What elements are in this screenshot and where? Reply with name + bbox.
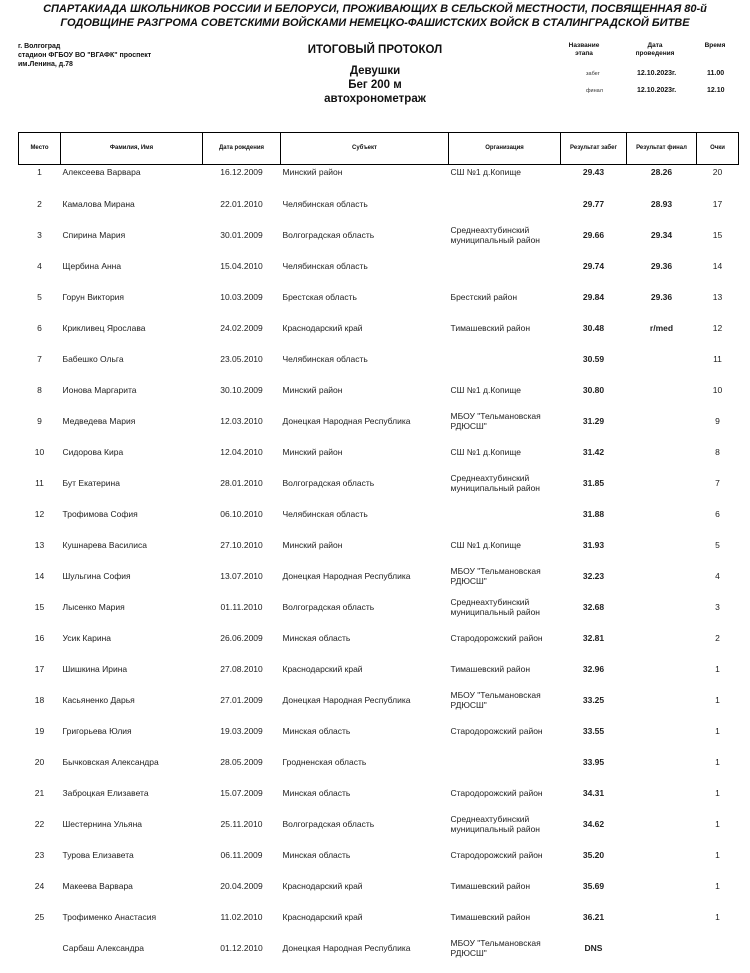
venue-block — [18, 42, 208, 69]
title-line-1: СПАРТАКИАДА ШКОЛЬНИКОВ РОССИИ И БЕЛОРУСИ, ПРОЖИВАЮЩИХ В СЕЛЬСКОЙ МЕСТНОСТИ, ПОСВЯЩЕННАЯ 80-й — [43, 3, 707, 15]
table-row — [19, 747, 739, 778]
cell-subject: Минская область — [282, 633, 351, 643]
cell-org: Стародорожский район — [450, 726, 543, 736]
cell-dob: 13.07.2010 — [220, 571, 263, 581]
cell-dob: 24.02.2009 — [220, 323, 263, 333]
cell-heat-result: 35.20 — [582, 850, 605, 860]
cell-subject: Краснодарский край — [282, 912, 363, 922]
cell-place: 2 — [37, 199, 42, 209]
cell-heat-result: 31.85 — [582, 478, 605, 488]
cell-subject: Волгоградская область — [282, 602, 375, 612]
cell-subject: Волгоградская область — [282, 478, 375, 488]
table-row — [19, 592, 739, 623]
cell-name: Щербина Анна — [62, 261, 122, 271]
cell-place: 8 — [37, 385, 42, 395]
cell-heat-result: 32.68 — [582, 602, 605, 612]
cell-place: 14 — [34, 571, 45, 581]
cell-place: 12 — [34, 509, 45, 519]
cell-heat-result: 31.88 — [582, 509, 605, 519]
cell-points: 12 — [712, 323, 723, 333]
cell-subject: Минский район — [282, 540, 343, 550]
cell-dob: 06.11.2009 — [220, 850, 263, 860]
cell-subject: Гродненская область — [282, 757, 367, 767]
cell-name: Медведева Мария — [62, 416, 136, 426]
cell-name: Григорьева Юлия — [62, 726, 132, 736]
venue-stadium: стадион ФГБОУ ВО "ВГАФК" проспект — [18, 52, 152, 59]
table-row — [19, 375, 739, 406]
cell-dob: 25.11.2010 — [220, 819, 263, 829]
table-row — [19, 902, 739, 933]
col-points: Очки — [697, 133, 739, 165]
stage-heat-name: забег — [586, 71, 600, 77]
cell-dob: 01.11.2010 — [220, 602, 263, 612]
table-row — [19, 468, 739, 499]
cell-points: 13 — [712, 292, 723, 302]
cell-place: 5 — [37, 292, 42, 302]
cell-place: 25 — [34, 912, 45, 922]
cell-dob: 06.10.2010 — [220, 509, 263, 519]
cell-points: 15 — [712, 230, 723, 240]
cell-final-result: 29.34 — [650, 230, 673, 240]
cell-name: Лысенко Мария — [62, 602, 125, 612]
cell-heat-result: 30.48 — [582, 323, 605, 333]
cell-dob: 15.07.2009 — [220, 788, 263, 798]
cell-org — [449, 189, 561, 220]
cell-place: 4 — [37, 261, 42, 271]
cell-subject: Донецкая Народная Республика — [282, 943, 411, 953]
table-row — [19, 716, 739, 747]
cell-final-result — [627, 747, 697, 778]
cell-dob: 26.06.2009 — [220, 633, 263, 643]
cell-name: Шульгина София — [62, 571, 131, 581]
cell-place: 9 — [37, 416, 42, 426]
cell-final-result — [627, 902, 697, 933]
cell-final-result — [627, 623, 697, 654]
table-row — [19, 344, 739, 375]
cell-final-result — [627, 778, 697, 809]
cell-name: Заброцкая Елизавета — [62, 788, 149, 798]
cell-points: 11 — [713, 354, 722, 364]
cell-heat-result: 29.77 — [582, 199, 605, 209]
cell-dob: 12.04.2010 — [220, 447, 263, 457]
col-dob: Дата рождения — [203, 133, 281, 165]
cell-dob: 27.10.2010 — [220, 540, 263, 550]
cell-place: 23 — [34, 850, 45, 860]
cell-points — [697, 933, 739, 964]
cell-name: Спирина Мария — [62, 230, 126, 240]
cell-points: 1 — [715, 757, 720, 767]
cell-heat-result: 32.23 — [582, 571, 605, 581]
cell-final-result — [627, 375, 697, 406]
cell-final-result — [627, 592, 697, 623]
cell-subject: Минская область — [282, 726, 351, 736]
title-line-2: ГОДОВЩИНЕ РАЗГРОМА СОВЕТСКИМИ ВОЙСКАМИ НЕМЕЦКО-ФАШИСТСКИХ ВОЙСК В СТАЛИНГРАДСКОЙ БИТВЕ — [60, 17, 690, 29]
cell-subject: Минская область — [282, 788, 351, 798]
cell-points: 9 — [715, 416, 720, 426]
cell-dob: 28.01.2010 — [220, 478, 263, 488]
cell-final-result: 28.93 — [650, 199, 673, 209]
table-row — [19, 654, 739, 685]
cell-org: МБОУ "Тельмановская РДЮСШ" — [450, 566, 541, 586]
cell-place — [19, 933, 61, 964]
cell-place: 20 — [34, 757, 45, 767]
col-final: Результат финал — [627, 133, 697, 165]
cell-heat-result: 32.81 — [582, 633, 605, 643]
cell-heat-result: DNS — [584, 943, 603, 953]
cell-dob: 27.08.2010 — [220, 664, 263, 674]
cell-final-result — [627, 406, 697, 437]
protocol-category: Девушки — [349, 65, 401, 77]
protocol-event: Бег 200 м — [348, 79, 402, 91]
table-row — [19, 282, 739, 313]
cell-points: 20 — [712, 167, 723, 177]
cell-name: Бут Екатерина — [62, 478, 120, 488]
cell-subject: Минская область — [282, 850, 351, 860]
cell-final-result — [627, 530, 697, 561]
cell-heat-result: 36.21 — [582, 912, 605, 922]
cell-name: Бабешко Ольга — [62, 354, 124, 364]
cell-dob: 30.10.2009 — [220, 385, 263, 395]
cell-org: Стародорожский район — [450, 633, 543, 643]
cell-heat-result: 29.84 — [582, 292, 605, 302]
cell-points: 8 — [715, 447, 720, 457]
cell-points: 17 — [712, 199, 723, 209]
cell-subject: Минский район — [282, 167, 343, 177]
document-title — [0, 2, 750, 30]
cell-org: МБОУ "Тельмановская РДЮСШ" — [450, 690, 541, 710]
stage-heat-date: 12.10.2023г. — [637, 70, 677, 77]
cell-final-result — [627, 499, 697, 530]
cell-heat-result: 35.69 — [582, 881, 605, 891]
cell-points: 1 — [715, 881, 720, 891]
stage-heat-time: 11.00 — [707, 70, 725, 77]
cell-heat-result: 34.62 — [582, 819, 605, 829]
cell-subject: Брестская область — [282, 292, 357, 302]
col-subject: Субъект — [281, 133, 449, 165]
cell-final-result: 29.36 — [650, 292, 673, 302]
cell-place: 11 — [35, 478, 44, 488]
stage-col-name: Название этапа — [568, 42, 600, 57]
col-place: Место — [19, 133, 61, 165]
table-row — [19, 406, 739, 437]
protocol-heading — [260, 43, 490, 106]
cell-heat-result: 30.59 — [582, 354, 605, 364]
cell-org: Тимашевский район — [450, 881, 531, 891]
cell-org — [449, 344, 561, 375]
results-table — [18, 132, 739, 964]
cell-place: 19 — [34, 726, 45, 736]
cell-name: Трофимова София — [62, 509, 138, 519]
cell-heat-result: 34.31 — [582, 788, 605, 798]
stage-final-time: 12.10 — [707, 87, 725, 94]
cell-dob: 01.12.2010 — [220, 943, 263, 953]
cell-org — [449, 251, 561, 282]
table-row — [19, 809, 739, 840]
cell-subject: Краснодарский край — [282, 323, 363, 333]
cell-final-result: 29.36 — [650, 261, 673, 271]
cell-heat-result: 29.43 — [582, 167, 605, 177]
cell-org: СШ №1 д.Копище — [450, 167, 521, 177]
cell-points: 4 — [715, 571, 720, 581]
cell-dob: 12.03.2010 — [220, 416, 263, 426]
cell-org: Среднеахтубинский муниципальный район — [450, 597, 541, 617]
table-row — [19, 623, 739, 654]
cell-place: 1 — [37, 167, 42, 177]
col-heat: Результат забег — [561, 133, 627, 165]
cell-subject: Челябинская область — [282, 354, 368, 364]
cell-dob: 15.04.2010 — [220, 261, 263, 271]
cell-points: 7 — [715, 478, 720, 488]
table-row — [19, 313, 739, 344]
cell-dob: 30.01.2009 — [220, 230, 263, 240]
cell-name: Ионова Маргарита — [62, 385, 137, 395]
cell-points: 1 — [715, 695, 720, 705]
cell-final-result — [627, 933, 697, 964]
table-row — [19, 499, 739, 530]
cell-name: Бычковская Александра — [62, 757, 159, 767]
table-row — [19, 685, 739, 716]
cell-heat-result: 33.95 — [582, 757, 605, 767]
cell-name: Шишкина Ирина — [62, 664, 128, 674]
cell-name: Сарбаш Александра — [62, 943, 145, 953]
cell-heat-result: 29.74 — [582, 261, 605, 271]
cell-place: 15 — [34, 602, 45, 612]
cell-dob: 10.03.2009 — [220, 292, 263, 302]
cell-subject: Донецкая Народная Республика — [282, 571, 411, 581]
cell-org: Среднеахтубинский муниципальный район — [450, 225, 541, 245]
stage-final-date: 12.10.2023г. — [637, 87, 677, 94]
table-row — [19, 189, 739, 220]
cell-org: Среднеахтубинский муниципальный район — [450, 814, 541, 834]
table-row — [19, 165, 739, 189]
cell-place: 24 — [34, 881, 45, 891]
cell-points: 1 — [715, 819, 720, 829]
cell-subject: Минский район — [282, 385, 343, 395]
cell-points: 6 — [715, 509, 720, 519]
cell-org: МБОУ "Тельмановская РДЮСШ" — [450, 938, 541, 958]
col-name: Фамилия, Имя — [61, 133, 203, 165]
cell-place: 18 — [34, 695, 45, 705]
cell-heat-result: 31.42 — [582, 447, 605, 457]
table-row — [19, 437, 739, 468]
cell-subject: Волгоградская область — [282, 230, 375, 240]
cell-points: 2 — [715, 633, 720, 643]
table-row — [19, 220, 739, 251]
cell-final-result — [627, 561, 697, 592]
table-row — [19, 840, 739, 871]
cell-final-result: r/med — [649, 323, 674, 333]
cell-name: Усик Карина — [62, 633, 111, 643]
cell-dob: 11.02.2010 — [220, 912, 263, 922]
cell-name: Трофименко Анастасия — [62, 912, 157, 922]
cell-org: Брестский район — [450, 292, 518, 302]
cell-heat-result: 29.66 — [582, 230, 605, 240]
cell-org: Среднеахтубинский муниципальный район — [450, 473, 541, 493]
cell-final-result — [627, 344, 697, 375]
cell-final-result — [627, 685, 697, 716]
cell-points: 1 — [715, 912, 720, 922]
cell-name: Камалова Мирана — [62, 199, 135, 209]
venue-address: им.Ленина, д.78 — [18, 61, 73, 68]
cell-subject: Краснодарский край — [282, 664, 363, 674]
cell-name: Крикливец Ярослава — [62, 323, 146, 333]
cell-final-result — [627, 468, 697, 499]
table-row — [19, 561, 739, 592]
cell-points: 10 — [712, 385, 723, 395]
cell-heat-result: 31.29 — [582, 416, 605, 426]
cell-dob: 20.04.2009 — [220, 881, 263, 891]
cell-heat-result: 30.80 — [582, 385, 605, 395]
protocol-title: ИТОГОВЫЙ ПРОТОКОЛ — [307, 44, 443, 56]
cell-org: Стародорожский район — [450, 788, 543, 798]
cell-place: 16 — [34, 633, 45, 643]
cell-final-result — [627, 716, 697, 747]
cell-org: Тимашевский район — [450, 912, 531, 922]
cell-name: Касьяненко Дарья — [62, 695, 135, 705]
stage-final-name: финал — [586, 88, 603, 94]
cell-name: Макеева Варвара — [62, 881, 133, 891]
table-row — [19, 871, 739, 902]
protocol-timing: автохронометраж — [324, 93, 426, 105]
cell-points: 14 — [712, 261, 723, 271]
venue-city: г. Волгоград — [18, 43, 61, 50]
cell-org: СШ №1 д.Копище — [450, 447, 521, 457]
cell-subject: Волгоградская область — [282, 819, 375, 829]
cell-place: 21 — [34, 788, 45, 798]
cell-heat-result: 33.55 — [582, 726, 605, 736]
table-row — [19, 933, 739, 964]
cell-org: СШ №1 д.Копище — [450, 540, 521, 550]
table-row — [19, 778, 739, 809]
cell-heat-result: 31.93 — [582, 540, 605, 550]
cell-dob: 28.05.2009 — [220, 757, 263, 767]
stage-col-date: Дата проведения — [635, 42, 675, 57]
cell-dob: 16.12.2009 — [220, 167, 263, 177]
cell-name: Турова Елизавета — [62, 850, 134, 860]
cell-points: 1 — [715, 850, 720, 860]
cell-final-result — [627, 654, 697, 685]
cell-subject: Донецкая Народная Республика — [282, 416, 411, 426]
cell-place: 6 — [37, 323, 42, 333]
table-row — [19, 530, 739, 561]
cell-org: СШ №1 д.Копище — [450, 385, 521, 395]
cell-final-result — [627, 437, 697, 468]
cell-place: 10 — [34, 447, 45, 457]
cell-final-result — [627, 809, 697, 840]
cell-place: 3 — [37, 230, 42, 240]
cell-heat-result: 32.96 — [582, 664, 605, 674]
col-org: Организация — [449, 133, 561, 165]
cell-final-result — [627, 871, 697, 902]
cell-name: Кушнарева Василиса — [62, 540, 147, 550]
cell-dob: 22.01.2010 — [220, 199, 263, 209]
cell-dob: 19.03.2009 — [220, 726, 263, 736]
cell-subject: Челябинская область — [282, 509, 368, 519]
cell-heat-result: 33.25 — [582, 695, 605, 705]
cell-org: МБОУ "Тельмановская РДЮСШ" — [450, 411, 541, 431]
cell-points: 1 — [715, 726, 720, 736]
cell-points: 3 — [715, 602, 720, 612]
cell-subject: Челябинская область — [282, 199, 368, 209]
cell-subject: Краснодарский край — [282, 881, 363, 891]
cell-place: 7 — [37, 354, 42, 364]
cell-final-result — [627, 840, 697, 871]
cell-points: 1 — [715, 664, 720, 674]
cell-org: Стародорожский район — [450, 850, 543, 860]
cell-place: 22 — [34, 819, 45, 829]
cell-org: Тимашевский район — [450, 323, 531, 333]
cell-name: Горун Виктория — [62, 292, 125, 302]
cell-name: Шестернина Ульяна — [62, 819, 142, 829]
cell-name: Алексеева Варвара — [62, 167, 141, 177]
cell-org: Тимашевский район — [450, 664, 531, 674]
cell-points: 1 — [715, 788, 720, 798]
cell-place: 13 — [34, 540, 45, 550]
cell-final-result: 28.26 — [650, 167, 673, 177]
table-header-row — [19, 133, 739, 165]
table-row — [19, 251, 739, 282]
cell-dob: 23.05.2010 — [220, 354, 263, 364]
cell-subject: Минский район — [282, 447, 343, 457]
cell-subject: Донецкая Народная Республика — [282, 695, 411, 705]
cell-name: Сидорова Кира — [62, 447, 124, 457]
cell-org — [449, 747, 561, 778]
cell-place: 17 — [34, 664, 45, 674]
cell-org — [449, 499, 561, 530]
cell-dob: 27.01.2009 — [220, 695, 263, 705]
stage-col-time: Время — [704, 42, 726, 49]
cell-subject: Челябинская область — [282, 261, 368, 271]
cell-points: 5 — [715, 540, 720, 550]
